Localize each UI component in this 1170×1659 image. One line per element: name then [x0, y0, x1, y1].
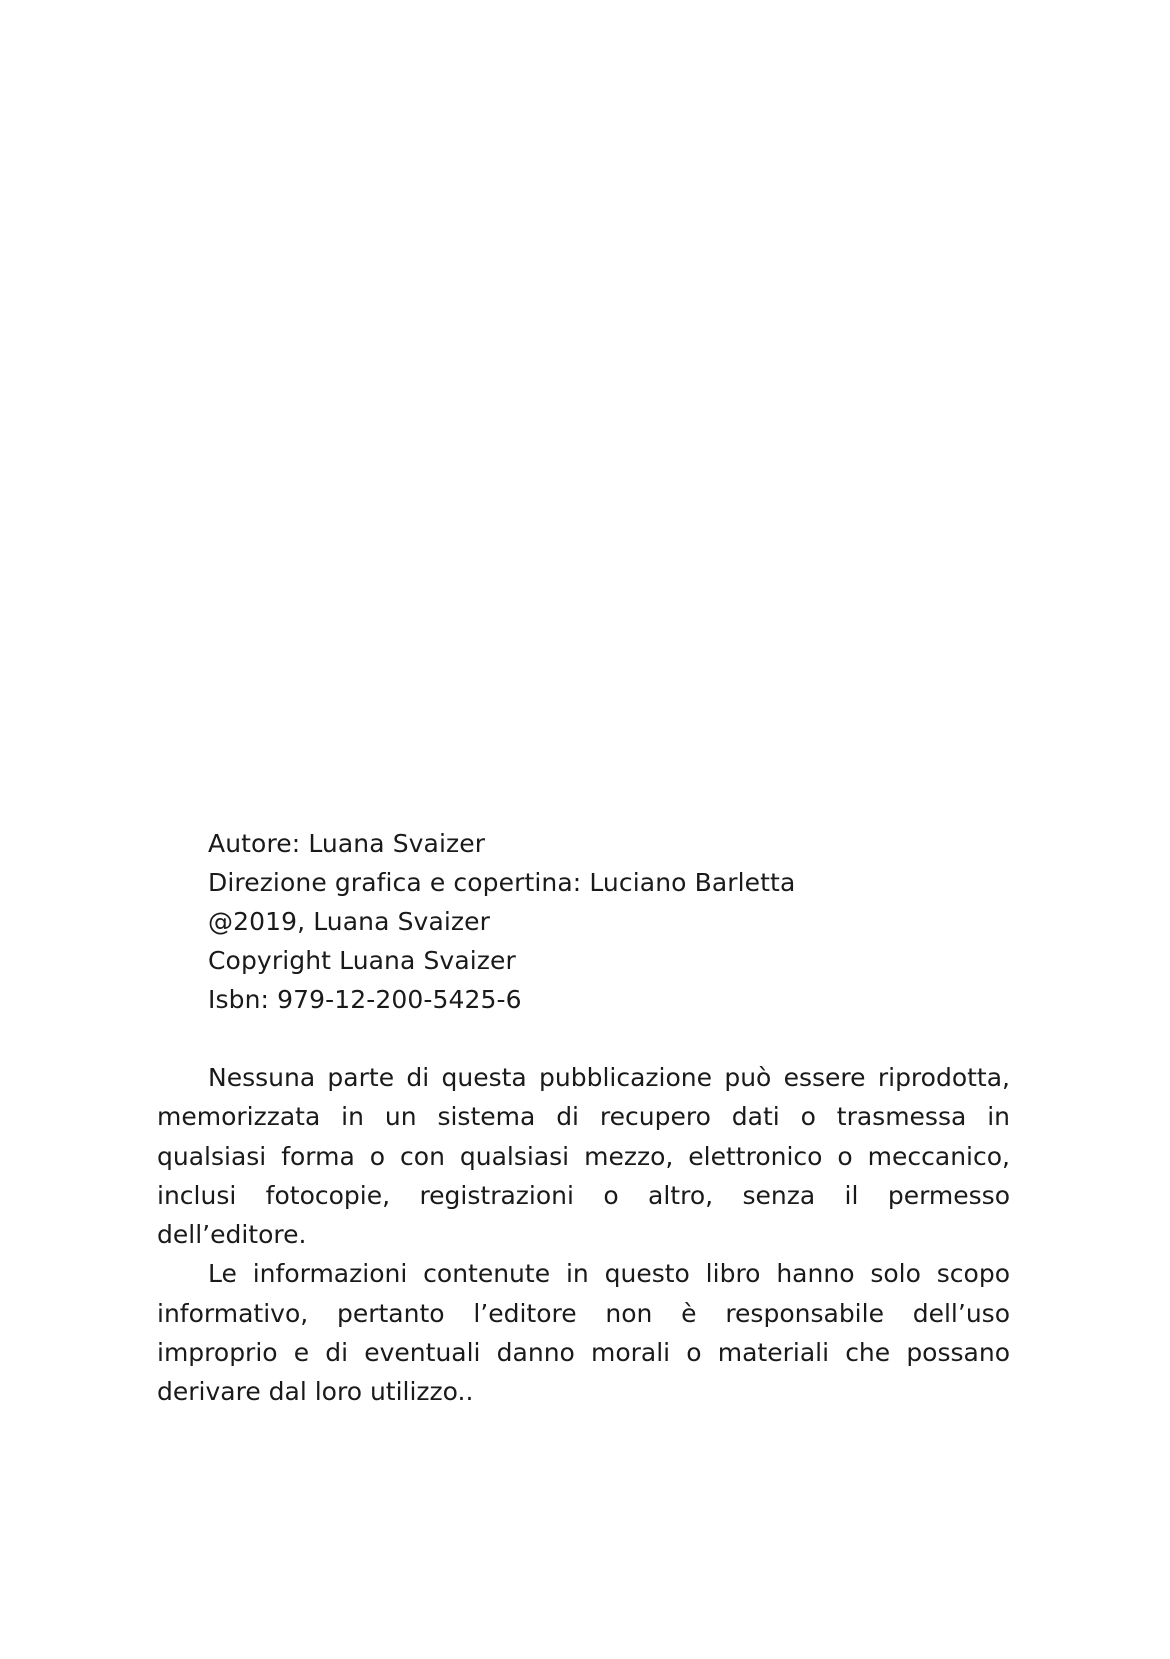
year-line: @2019, Luana Svaizer	[208, 907, 490, 936]
copyright-line: Copyright Luana Svaizer	[208, 946, 516, 975]
graphics-credit-line: Direzione grafica e copertina: Luciano Barletta	[208, 868, 796, 897]
rights-paragraph: Nessuna parte di questa pubblicazione può essere riprodotta, memorizzata in un sistema di recupero dati o trasmessa in qualsiasi forma o con qualsiasi mezzo, elettronico o meccanico, inclusi fotocopie, registrazioni o altro, senza il permesso dell’editore.	[157, 1063, 1010, 1250]
legal-notice	[157, 1058, 1010, 1412]
isbn-line: Isbn: 979-12-200-5425-6	[208, 985, 522, 1014]
author-line: Autore: Luana Svaizer	[208, 829, 486, 858]
credits-block	[208, 824, 1028, 1019]
disclaimer-paragraph: Le informazioni contenute in questo libro hanno solo scopo informativo, pertanto l’editore non è responsabile dell’uso improprio e di eventuali danno morali o materiali che possano derivare dal loro utilizzo..	[157, 1259, 1010, 1407]
